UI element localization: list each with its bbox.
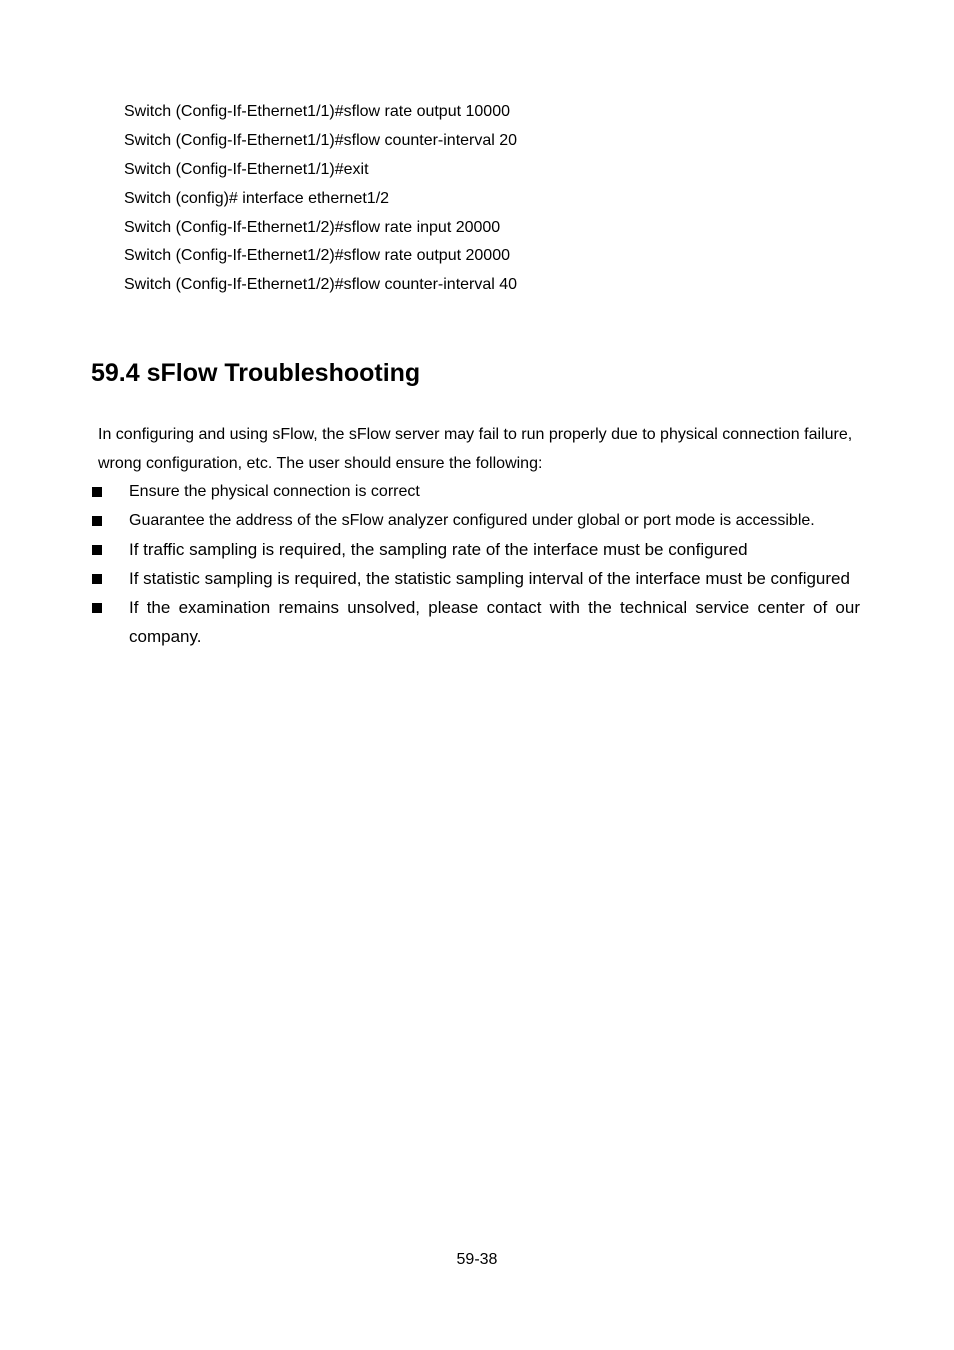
command-line: Switch (Config-If-Ethernet1/2)#sflow rate output 20000 xyxy=(124,247,510,265)
square-bullet-icon xyxy=(92,487,102,497)
command-line: Switch (Config-If-Ethernet1/1)#sflow counter-interval 20 xyxy=(124,131,518,149)
list-item xyxy=(0,564,860,593)
section-heading: 59.4 sFlow Troubleshooting xyxy=(91,359,421,387)
list-item-text: Guarantee the address of the sFlow analyzer configured under global or port mode is accessible. xyxy=(129,512,815,529)
list-item xyxy=(0,535,860,564)
config-command-listing xyxy=(124,98,884,300)
troubleshooting-checklist xyxy=(0,477,954,651)
list-item-text: Ensure the physical connection is correct xyxy=(129,483,420,500)
intro-paragraph: In configuring and using sFlow, the sFlow server may fail to run properly due to physical connection failure, wrong configuration, etc. The user should ensure the following: xyxy=(98,426,853,472)
list-item-text: If statistic sampling is required, the statistic sampling interval of the interface must be configured xyxy=(129,569,850,588)
command-line: Switch (Config-If-Ethernet1/2)#sflow rate input 20000 xyxy=(124,218,501,236)
list-item xyxy=(0,506,860,535)
square-bullet-icon xyxy=(92,603,102,613)
list-item-text: If the examination remains unsolved, please contact with the technical service center of our company. xyxy=(129,598,860,646)
list-item xyxy=(0,593,860,651)
list-item-text: If traffic sampling is required, the sampling rate of the interface must be configured xyxy=(129,540,748,559)
command-line: Switch (config)# interface ethernet1/2 xyxy=(124,189,390,207)
square-bullet-icon xyxy=(92,545,102,555)
square-bullet-icon xyxy=(92,516,102,526)
page-number: 59-38 xyxy=(456,1251,498,1268)
command-line: Switch (Config-If-Ethernet1/2)#sflow counter-interval 40 xyxy=(124,276,518,294)
list-item xyxy=(0,477,860,506)
square-bullet-icon xyxy=(92,574,102,584)
command-line: Switch (Config-If-Ethernet1/1)#exit xyxy=(124,160,369,178)
command-line: Switch (Config-If-Ethernet1/1)#sflow rate output 10000 xyxy=(124,103,510,120)
